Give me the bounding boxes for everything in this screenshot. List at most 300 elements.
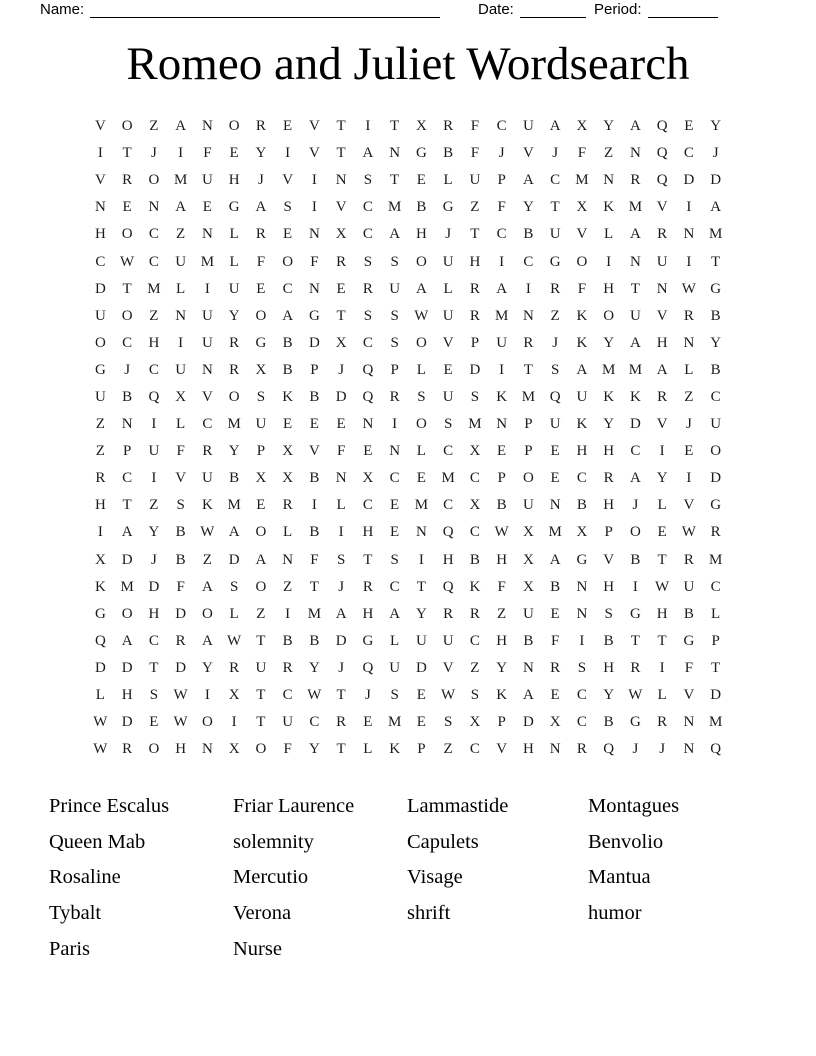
grid-letter: B xyxy=(122,388,133,405)
grid-letter: D xyxy=(415,659,427,676)
grid-letter: C xyxy=(469,524,480,541)
grid-letter: X xyxy=(335,334,347,351)
grid-letter: H xyxy=(603,497,615,514)
grid-letter: R xyxy=(122,741,133,758)
grid-letter: T xyxy=(309,578,319,595)
grid-letter: C xyxy=(496,118,507,135)
grid-letter: A xyxy=(629,118,641,135)
grid-letter: B xyxy=(469,551,480,568)
grid-letter: U xyxy=(201,307,213,324)
grid-letter: N xyxy=(308,226,320,243)
grid-letter: H xyxy=(442,551,454,568)
grid-letter: T xyxy=(336,145,346,162)
grid-letter: U xyxy=(496,334,508,351)
grid-letter: E xyxy=(229,145,239,162)
grid-letter: H xyxy=(148,605,160,622)
grid-letter: F xyxy=(497,199,506,216)
word-list-item: Nurse xyxy=(233,937,282,960)
grid-letter: G xyxy=(710,280,722,297)
name-field xyxy=(40,2,440,18)
word-list-column xyxy=(407,789,588,967)
grid-letter: M xyxy=(521,388,536,405)
grid-letter: R xyxy=(443,118,454,135)
grid-letter: N xyxy=(549,497,561,514)
grid-letter: R xyxy=(550,659,561,676)
grid-letter: T xyxy=(390,172,400,189)
grid-letter: I xyxy=(365,118,371,135)
grid-letter: P xyxy=(604,524,613,541)
grid-letter: Z xyxy=(176,226,186,243)
grid-row xyxy=(87,221,729,248)
grid-letter: V xyxy=(175,470,187,487)
grid-row xyxy=(87,547,729,574)
word-list-item: humor xyxy=(588,902,642,925)
grid-letter: S xyxy=(229,578,239,595)
grid-letter: G xyxy=(629,605,641,622)
grid-letter: C xyxy=(148,226,159,243)
grid-letter: X xyxy=(415,118,427,135)
grid-letter: C xyxy=(148,253,159,270)
grid-letter: T xyxy=(657,632,667,649)
grid-letter: H xyxy=(576,443,588,460)
grid-letter: E xyxy=(390,524,400,541)
grid-letter: V xyxy=(308,118,320,135)
grid-letter: O xyxy=(415,416,427,433)
grid-letter: A xyxy=(228,524,240,541)
grid-letter: H xyxy=(94,226,106,243)
grid-letter: U xyxy=(522,118,534,135)
grid-letter: V xyxy=(308,145,320,162)
grid-letter: S xyxy=(390,334,399,351)
word-list-item: shrift xyxy=(407,902,451,925)
grid-letter: R xyxy=(229,659,240,676)
word-list-item: Benvolio xyxy=(588,830,664,853)
grid-letter: U xyxy=(175,361,187,378)
grid-letter: I xyxy=(686,199,692,216)
grid-letter: N xyxy=(629,145,641,162)
grid-letter: B xyxy=(443,145,454,162)
grid-letter: R xyxy=(336,253,347,270)
grid-letter: Y xyxy=(148,524,160,541)
grid-letter: D xyxy=(121,714,133,731)
grid-letter: F xyxy=(310,253,319,270)
grid-letter: J xyxy=(257,172,264,189)
grid-letter: O xyxy=(255,741,267,758)
grid-letter: Z xyxy=(470,659,480,676)
grid-letter: P xyxy=(122,443,132,460)
grid-letter: L xyxy=(229,253,239,270)
grid-letter: V xyxy=(442,659,454,676)
grid-row xyxy=(87,384,729,411)
grid-letter: Z xyxy=(497,605,507,622)
grid-letter: R xyxy=(282,659,293,676)
grid-letter: U xyxy=(282,714,294,731)
grid-letter: C xyxy=(362,497,373,514)
grid-letter: H xyxy=(656,605,668,622)
grid-row xyxy=(87,411,729,438)
date-label: Date: xyxy=(478,1,514,18)
grid-letter: G xyxy=(308,307,320,324)
grid-row xyxy=(87,682,729,709)
grid-letter: F xyxy=(470,118,480,135)
grid-letter: I xyxy=(338,524,344,541)
grid-letter: F xyxy=(684,659,694,676)
grid-letter: I xyxy=(97,524,103,541)
grid-letter: N xyxy=(683,714,695,731)
grid-letter: F xyxy=(470,145,480,162)
grid-letter: U xyxy=(522,605,534,622)
grid-letter: S xyxy=(149,687,159,704)
grid-letter: U xyxy=(94,307,106,324)
grid-letter: A xyxy=(415,280,427,297)
grid-letter: J xyxy=(498,145,505,162)
grid-letter: Q xyxy=(362,361,374,378)
grid-letter: K xyxy=(389,741,401,758)
grid-letter: G xyxy=(228,199,240,216)
grid-letter: Y xyxy=(308,741,320,758)
grid-row xyxy=(87,276,729,303)
grid-row xyxy=(87,736,729,763)
grid-letter: V xyxy=(335,199,347,216)
grid-letter: S xyxy=(336,551,346,568)
grid-letter: U xyxy=(389,280,401,297)
grid-letter: I xyxy=(204,280,210,297)
grid-letter: D xyxy=(121,551,133,568)
grid-letter: R xyxy=(710,524,721,541)
grid-letter: A xyxy=(656,361,668,378)
grid-letter: L xyxy=(416,443,426,460)
grid-letter: K xyxy=(496,388,508,405)
grid-row xyxy=(87,438,729,465)
grid-letter: E xyxy=(550,443,560,460)
grid-letter: C xyxy=(710,388,721,405)
grid-letter: G xyxy=(255,334,267,351)
grid-letter: F xyxy=(497,578,506,595)
grid-letter: R xyxy=(362,280,373,297)
grid-letter: T xyxy=(711,253,721,270)
page-title: Romeo and Juliet Wordsearch xyxy=(126,38,690,90)
grid-letter: H xyxy=(603,443,615,460)
grid-letter: N xyxy=(94,199,106,216)
grid-letter: U xyxy=(549,226,561,243)
grid-letter: A xyxy=(549,118,561,135)
grid-letter: O xyxy=(255,578,267,595)
grid-letter: A xyxy=(522,172,534,189)
grid-letter: R xyxy=(175,632,186,649)
grid-letter: R xyxy=(229,334,240,351)
grid-letter: J xyxy=(552,334,559,351)
grid-letter: A xyxy=(201,632,213,649)
grid-letter: T xyxy=(657,551,667,568)
grid-letter: Z xyxy=(604,145,614,162)
grid-letter: I xyxy=(151,470,157,487)
grid-letter: Q xyxy=(362,659,374,676)
wordsearch-grid xyxy=(87,113,729,763)
grid-letter: A xyxy=(710,199,722,216)
grid-letter: O xyxy=(228,118,240,135)
grid-letter: A xyxy=(121,632,133,649)
grid-letter: E xyxy=(256,497,266,514)
grid-letter: R xyxy=(255,118,266,135)
grid-letter: I xyxy=(311,497,317,514)
grid-letter: I xyxy=(525,280,531,297)
grid-letter: V xyxy=(282,172,294,189)
grid-letter: Q xyxy=(148,388,160,405)
grid-letter: J xyxy=(632,741,639,758)
grid-row xyxy=(87,303,729,330)
grid-letter: N xyxy=(201,226,213,243)
grid-letter: T xyxy=(523,361,533,378)
grid-letter: E xyxy=(149,714,159,731)
grid-letter: V xyxy=(522,145,534,162)
grid-letter: B xyxy=(282,361,293,378)
grid-letter: E xyxy=(283,416,293,433)
grid-letter: K xyxy=(603,388,615,405)
grid-letter: R xyxy=(443,605,454,622)
grid-letter: E xyxy=(416,470,426,487)
grid-letter: I xyxy=(311,172,317,189)
grid-letter: L xyxy=(443,172,453,189)
grid-letter: Y xyxy=(255,145,267,162)
grid-letter: K xyxy=(603,199,615,216)
grid-letter: P xyxy=(497,470,506,487)
grid-letter: D xyxy=(121,659,133,676)
grid-letter: U xyxy=(94,388,106,405)
grid-row xyxy=(87,655,729,682)
grid-letter: S xyxy=(417,388,426,405)
grid-letter: M xyxy=(414,497,429,514)
grid-letter: M xyxy=(120,578,134,595)
grid-letter: F xyxy=(176,443,185,460)
grid-letter: Y xyxy=(308,659,320,676)
grid-letter: I xyxy=(231,714,237,731)
grid-letter: E xyxy=(416,687,426,704)
grid-letter: P xyxy=(310,361,319,378)
grid-letter: U xyxy=(710,416,722,433)
grid-letter: O xyxy=(121,118,133,135)
grid-letter: U xyxy=(255,659,267,676)
grid-letter: N xyxy=(656,280,668,297)
word-list-item: Visage xyxy=(407,866,463,889)
grid-letter: Q xyxy=(710,741,722,758)
grid-letter: P xyxy=(497,172,506,189)
grid-letter: S xyxy=(470,687,480,704)
grid-row xyxy=(87,601,729,628)
grid-letter: Q xyxy=(94,632,106,649)
grid-letter: M xyxy=(147,280,161,297)
grid-letter: Z xyxy=(149,307,159,324)
grid-letter: W xyxy=(681,280,696,297)
grid-letter: E xyxy=(550,605,560,622)
grid-letter: R xyxy=(550,280,561,297)
grid-letter: I xyxy=(311,199,317,216)
grid-letter: O xyxy=(121,605,133,622)
grid-row xyxy=(87,628,729,655)
grid-letter: R xyxy=(469,280,480,297)
grid-letter: X xyxy=(522,578,534,595)
grid-letter: Z xyxy=(443,741,453,758)
grid-letter: E xyxy=(336,416,346,433)
grid-letter: L xyxy=(363,741,373,758)
grid-letter: K xyxy=(576,334,588,351)
grid-letter: M xyxy=(468,416,482,433)
grid-letter: X xyxy=(522,551,534,568)
grid-letter: N xyxy=(148,199,160,216)
grid-letter: U xyxy=(175,253,187,270)
grid-letter: L xyxy=(604,226,614,243)
name-blank-line xyxy=(90,3,440,18)
grid-letter: K xyxy=(496,687,508,704)
grid-letter: I xyxy=(178,145,184,162)
grid-letter: D xyxy=(228,551,240,568)
grid-letter: X xyxy=(282,470,294,487)
grid-letter: S xyxy=(176,497,185,514)
grid-letter: Q xyxy=(656,118,668,135)
grid-letter: R xyxy=(576,741,587,758)
grid-letter: V xyxy=(442,334,454,351)
grid-row xyxy=(87,248,729,275)
grid-row xyxy=(87,492,729,519)
grid-letter: N xyxy=(496,416,508,433)
grid-letter: B xyxy=(175,524,186,541)
grid-letter: G xyxy=(683,632,695,649)
grid-letter: W xyxy=(441,687,456,704)
grid-letter: V xyxy=(656,199,668,216)
grid-letter: I xyxy=(606,253,612,270)
grid-letter: R xyxy=(657,388,668,405)
grid-letter: V xyxy=(201,388,213,405)
grid-letter: X xyxy=(549,714,561,731)
grid-letter: L xyxy=(443,280,453,297)
grid-letter: E xyxy=(309,416,319,433)
grid-letter: B xyxy=(523,632,534,649)
word-list-column xyxy=(49,789,233,967)
grid-letter: S xyxy=(363,307,373,324)
grid-letter: K xyxy=(94,578,106,595)
grid-letter: H xyxy=(603,659,615,676)
grid-letter: D xyxy=(175,659,187,676)
grid-letter: U xyxy=(255,416,267,433)
grid-letter: T xyxy=(122,280,132,297)
word-list-item: solemnity xyxy=(233,830,314,853)
grid-letter: T xyxy=(336,741,346,758)
grid-letter: A xyxy=(522,687,534,704)
grid-letter: R xyxy=(95,470,106,487)
grid-letter: T xyxy=(256,687,266,704)
grid-letter: Z xyxy=(256,605,266,622)
grid-letter: B xyxy=(630,551,641,568)
grid-letter: D xyxy=(522,714,534,731)
grid-letter: T xyxy=(416,578,426,595)
grid-letter: Z xyxy=(149,497,159,514)
grid-letter: X xyxy=(255,470,267,487)
grid-letter: N xyxy=(282,551,294,568)
grid-letter: C xyxy=(202,416,213,433)
grid-letter: H xyxy=(362,605,374,622)
grid-letter: O xyxy=(415,334,427,351)
grid-letter: F xyxy=(256,253,266,270)
grid-letter: A xyxy=(121,524,133,541)
grid-letter: I xyxy=(686,470,692,487)
grid-letter: E xyxy=(363,443,373,460)
grid-letter: M xyxy=(708,714,723,731)
grid-letter: N xyxy=(576,605,588,622)
grid-letter: Q xyxy=(549,388,561,405)
grid-letter: A xyxy=(629,334,641,351)
grid-letter: E xyxy=(684,443,694,460)
grid-letter: C xyxy=(710,578,721,595)
grid-letter: N xyxy=(335,470,347,487)
grid-letter: Y xyxy=(522,199,534,216)
word-list-item: Paris xyxy=(49,937,90,960)
grid-letter: W xyxy=(120,253,135,270)
word-list xyxy=(0,789,816,967)
grid-letter: G xyxy=(442,199,454,216)
grid-letter: R xyxy=(122,172,133,189)
grid-letter: A xyxy=(496,280,508,297)
grid-letter: H xyxy=(228,172,240,189)
grid-letter: J xyxy=(364,687,371,704)
grid-letter: T xyxy=(630,280,640,297)
grid-letter: Q xyxy=(656,145,668,162)
grid-letter: V xyxy=(94,172,106,189)
grid-letter: W xyxy=(93,741,108,758)
grid-letter: U xyxy=(442,307,454,324)
grid-letter: C xyxy=(576,714,587,731)
grid-letter: O xyxy=(255,307,267,324)
grid-letter: W xyxy=(200,524,215,541)
grid-letter: K xyxy=(469,578,481,595)
grid-letter: B xyxy=(309,388,320,405)
grid-letter: I xyxy=(686,253,692,270)
grid-letter: E xyxy=(363,714,373,731)
grid-letter: J xyxy=(685,416,692,433)
grid-letter: W xyxy=(173,714,188,731)
grid-letter: C xyxy=(148,632,159,649)
grid-letter: C xyxy=(362,226,373,243)
grid-letter: A xyxy=(629,226,641,243)
word-list-item: Montagues xyxy=(588,795,680,818)
grid-letter: C xyxy=(282,687,293,704)
grid-letter: I xyxy=(499,361,505,378)
grid-letter: U xyxy=(442,253,454,270)
grid-letter: J xyxy=(659,741,666,758)
grid-letter: E xyxy=(657,524,667,541)
grid-letter: E xyxy=(550,687,560,704)
grid-letter: M xyxy=(387,714,402,731)
grid-letter: C xyxy=(523,253,534,270)
grid-letter: C xyxy=(443,497,454,514)
grid-letter: O xyxy=(121,226,133,243)
grid-letter: X xyxy=(469,443,481,460)
grid-letter: K xyxy=(576,416,588,433)
grid-letter: T xyxy=(336,687,346,704)
grid-letter: D xyxy=(710,470,722,487)
grid-letter: R xyxy=(603,470,614,487)
grid-letter: P xyxy=(470,334,480,351)
grid-letter: N xyxy=(549,741,561,758)
grid-letter: N xyxy=(629,253,641,270)
grid-letter: T xyxy=(256,714,266,731)
grid-letter: M xyxy=(575,172,589,189)
grid-letter: V xyxy=(603,551,615,568)
grid-letter: M xyxy=(628,199,643,216)
grid-letter: U xyxy=(415,632,427,649)
grid-letter: D xyxy=(710,172,722,189)
grid-letter: H xyxy=(415,226,427,243)
grid-letter: P xyxy=(390,361,399,378)
grid-letter: U xyxy=(549,416,561,433)
